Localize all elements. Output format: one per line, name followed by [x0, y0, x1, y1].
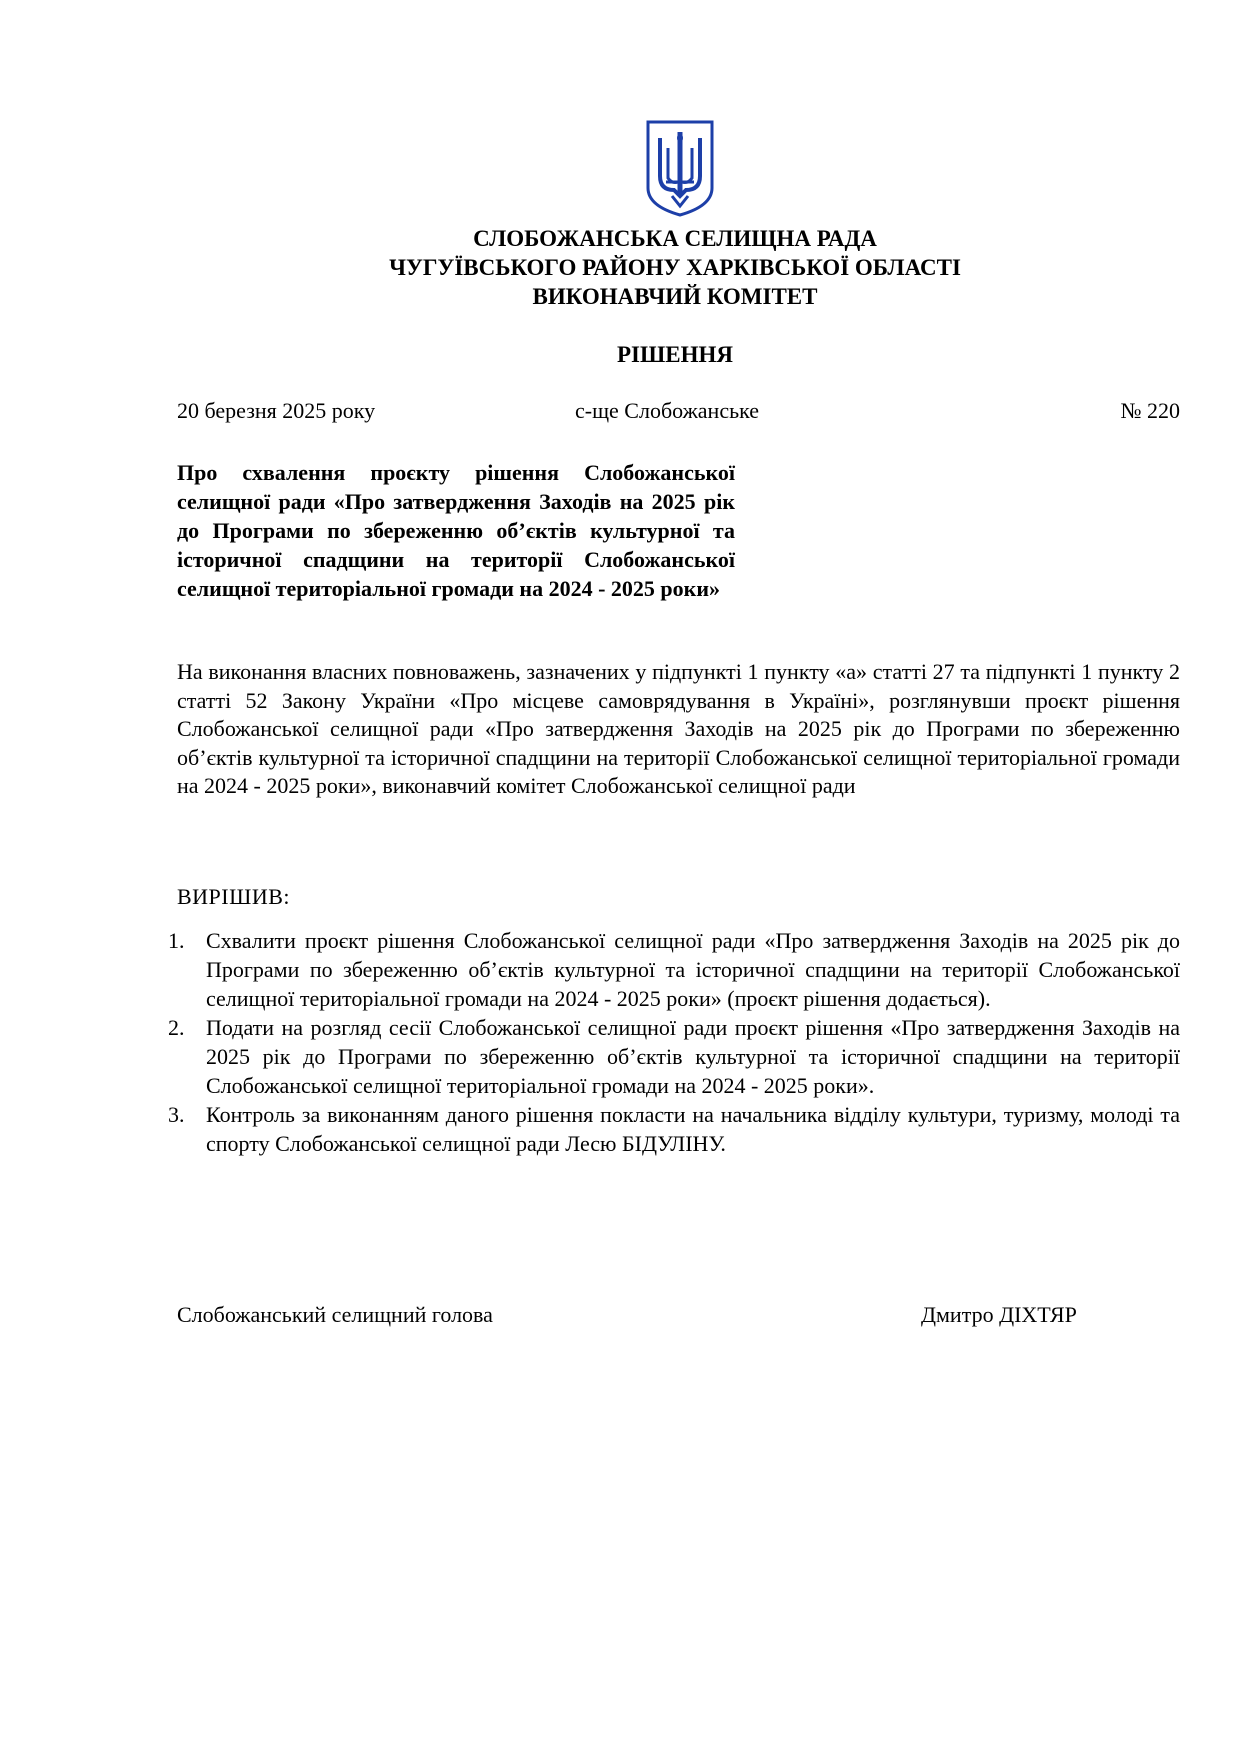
signatory-name: Дмитро ДІХТЯР [921, 1302, 1077, 1327]
org-body: ВИКОНАВЧИЙ КОМІТЕТ [532, 284, 818, 309]
list-item [168, 1100, 1180, 1158]
item-text: Контроль за виконанням даного рішення покласти на начальника відділу культури, туризму, молоді та спорту Слобожанської селищної ради Лесю БІДУЛІНУ. [206, 1102, 1180, 1156]
preamble-paragraph: На виконання власних повноважень, зазначених у підпункті 1 пункту «а» статті 27 та підпункті 1 пункту 2 статті 52 Закону України «Про місцеве самоврядування в Україні», розглянувши проєкт рішення Слобожанської селищної ради «Про затвердження Заходів на 2025 рік до Програми по збереженню об’єктів культурної та історичної спадщини на території Слобожанської селищної територіальної громади на 2024 - 2025 роки», виконавчий комітет Слобожанської селищної ради [177, 659, 1180, 798]
item-number: 1. [168, 928, 185, 953]
signatory-title: Слобожанський селищний голова [177, 1302, 493, 1327]
resolution-items [168, 926, 1180, 1158]
trident-coat-of-arms-icon [644, 118, 716, 218]
document-place: с-ще Слобожанське [575, 398, 760, 423]
item-number: 2. [168, 1015, 185, 1040]
list-item [168, 1013, 1180, 1100]
document-number: № 220 [1120, 398, 1180, 423]
document-type-title: РІШЕННЯ [617, 342, 733, 367]
org-region: ЧУГУЇВСЬКОГО РАЙОНУ ХАРКІВСЬКОЇ ОБЛАСТІ [389, 255, 961, 280]
org-name: СЛОБОЖАНСЬКА СЕЛИЩНА РАДА [473, 226, 877, 251]
document-meta [177, 398, 1180, 428]
item-number: 3. [168, 1102, 185, 1127]
item-text: Подати на розгляд сесії Слобожанської селищної ради проєкт рішення «Про затвердження Заходів на 2025 рік до Програми по збереженню об’єктів культурної та історичної спадщини на території Слобожанської селищної територіальної громади на 2024 - 2025 роки». [206, 1015, 1180, 1098]
item-text: Схвалити проєкт рішення Слобожанської селищної ради «Про затвердження Заходів на 2025 рік до Програми по збереженню об’єктів культурної та історичної спадщини на території Слобожанської селищної територіальної громади на 2024 - 2025 роки» (проєкт рішення додається). [206, 928, 1180, 1011]
list-item [168, 926, 1180, 1013]
decision-subject: Про схвалення проєкту рішення Слобожанської селищної ради «Про затвердження Заходів на 2025 рік до Програми по збереженню об’єктів культурної та історичної спадщини на території Слобожанської селищної територіальної громади на 2024 - 2025 роки» [177, 460, 735, 601]
document-date: 20 березня 2025 року [177, 398, 376, 423]
resolved-label: ВИРІШИВ: [177, 884, 290, 909]
